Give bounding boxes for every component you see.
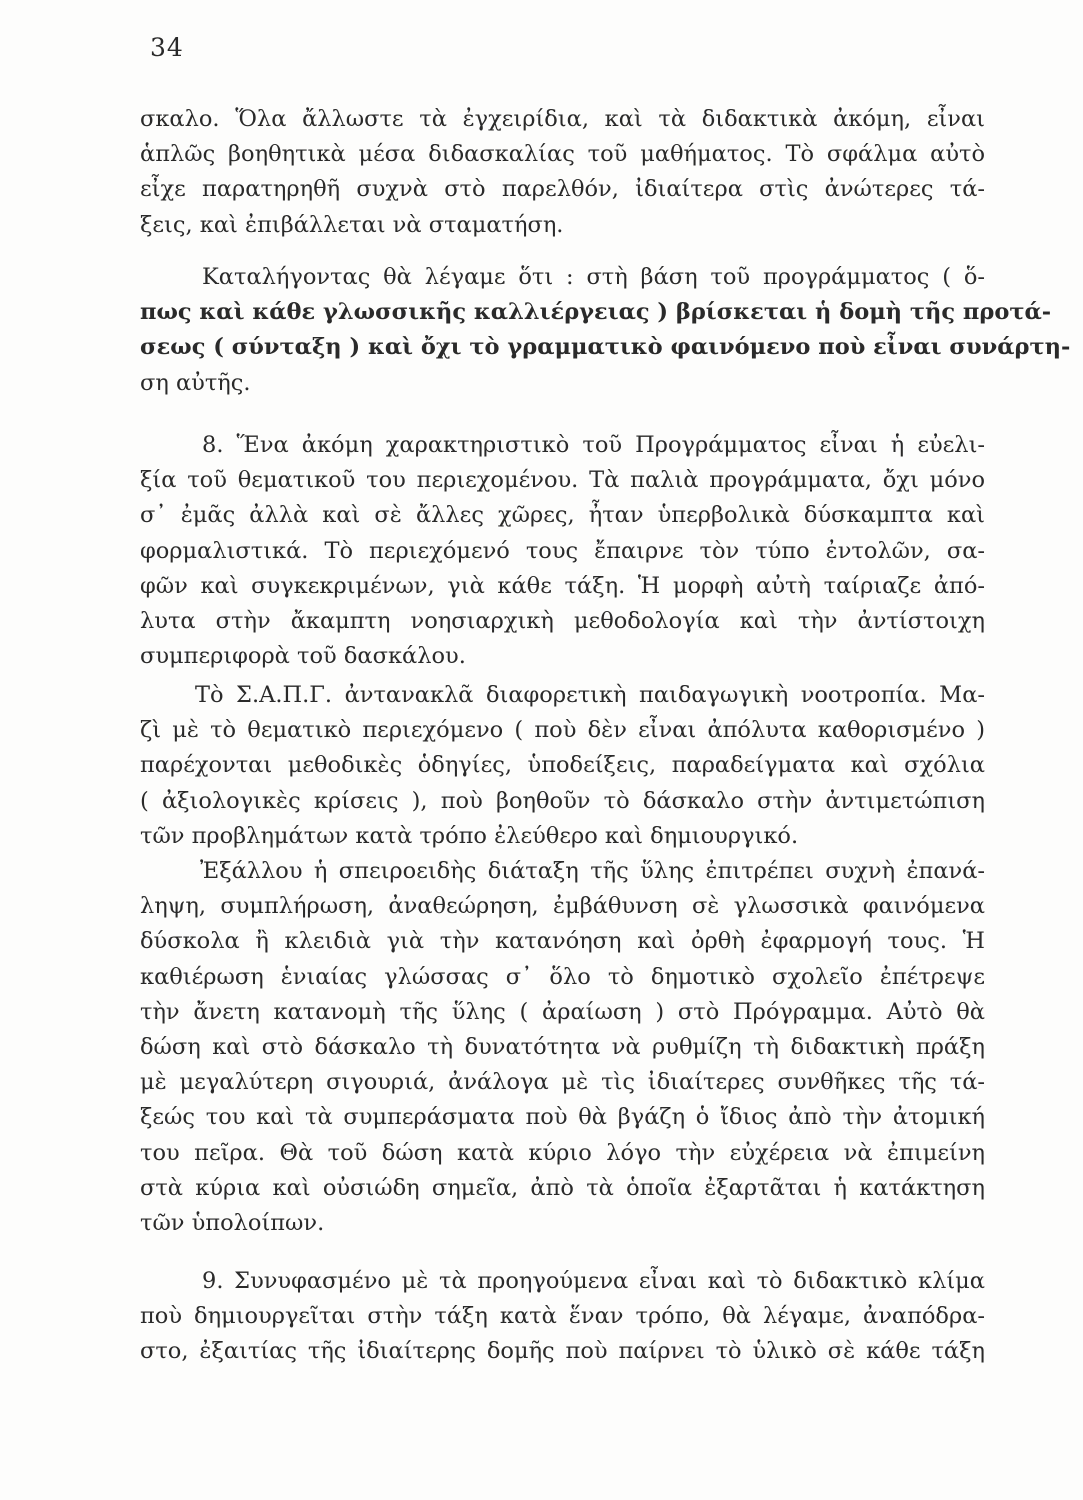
text-line-bold: σεως ( σύνταξη ) καὶ ὄχι τὸ γραμματικὸ φαινόμενο ποὺ εἶναι συνάρτη- [140, 334, 1071, 361]
text-line: εἶχε παρατηρηθῆ συχνὰ στὸ παρελθόν, ἰδιαίτερα στὶς ἀνώτερες τά- [140, 176, 985, 203]
text-line: ἁπλῶς βοηθητικὰ μέσα διδασκαλίας τοῦ μαθήματος. Τὸ σφάλμα αὐτὸ [140, 141, 985, 168]
page-number: 34 [150, 33, 184, 62]
text-line: ζὶ μὲ τὸ θεματικὸ περιεχόμενο ( ποὺ δὲν εἶναι ἀπόλυτα καθορισμένο ) [140, 717, 985, 744]
text-line: ποὺ δημιουργεῖται στὴν τάξη κατὰ ἕναν τρόπο, θὰ λέγαμε, ἀναπόδρα- [140, 1303, 985, 1330]
paragraph-2 [140, 260, 1071, 401]
text-line: ( ἀξιολογικὲς κρίσεις ), ποὺ βοηθοῦν τὸ δάσκαλο στὴν ἀντιμετώπιση [140, 787, 985, 814]
text-line: δώση καὶ στὸ δάσκαλο τὴ δυνατότητα νὰ ρυθμίζη τὴ διδακτικὴ πράξη [140, 1034, 985, 1061]
text-line: σ᾽ ἐμᾶς ἀλλὰ καὶ σὲ ἄλλες χῶρες, ἦταν ὑπερβολικὰ δύσκαμπτα καὶ [140, 502, 985, 529]
text-line: παρέχονται μεθοδικὲς ὁδηγίες, ὑποδείξεις, παραδείγματα καὶ σχόλια [140, 752, 985, 779]
text-line: φορμαλιστικά. Τὸ περιεχόμενό τους ἔπαιρνε τὸν τύπο ἐντολῶν, σα- [140, 537, 985, 564]
paragraph-4 [140, 678, 985, 854]
text-line: ση αὐτῆς. [140, 369, 251, 396]
text-line: στὰ κύρια καὶ οὐσιώδη σημεῖα, ἀπὸ τὰ ὁποῖα ἐξαρτᾶται ἡ κατάκτηση [140, 1174, 985, 1201]
paragraph-3 [140, 428, 985, 674]
text-line: ξεώς του καὶ τὰ συμπεράσματα ποὺ θὰ βγάζη ὁ ἴδιος ἀπὸ τὴν ἀτομική [140, 1104, 985, 1131]
text-line: Καταλήγοντας θὰ λέγαμε ὅτι : στὴ βάση τοῦ προγράμματος ( ὅ- [202, 264, 985, 290]
text-line: δύσκολα ἢ κλειδιὰ γιὰ τὴν κατανόηση καὶ ὀρθὴ ἐφαρμογή τους. Ἡ [140, 928, 985, 955]
text-line: Τὸ Σ.Α.Π.Γ. ἀντανακλᾶ διαφορετικὴ παιδαγωγικὴ νοοτροπία. Μα- [195, 682, 985, 708]
paragraph-6 [140, 1264, 985, 1370]
text-line: Ἐξάλλου ἡ σπειροειδὴς διάταξη τῆς ὕλης ἐπιτρέπει συχνὴ ἐπανά- [200, 858, 985, 884]
text-line: τῶν προβλημάτων κατὰ τρόπο ἐλεύθερο καὶ δημιουργικό. [140, 822, 799, 849]
text-line: του πεῖρα. Θὰ τοῦ δώση κατὰ κύριο λόγο τὴν εὐχέρεια νὰ ἐπιμείνη [140, 1139, 985, 1166]
text-line: μὲ μεγαλύτερη σιγουριά, ἀνάλογα μὲ τὶς ἰδιαίτερες συνθῆκες τῆς τά- [140, 1069, 985, 1096]
text-line: 9. Συνυφασμένο μὲ τὰ προηγούμενα εἶναι καὶ τὸ διδακτικὸ κλίμα [202, 1268, 985, 1294]
text-line: συμπεριφορὰ τοῦ δασκάλου. [140, 643, 466, 670]
text-line: ξία τοῦ θεματικοῦ του περιεχομένου. Τὰ παλιὰ προγράμματα, ὄχι μόνο [140, 467, 985, 494]
text-line: καθιέρωση ἑνιαίας γλώσσας σ᾽ ὅλο τὸ δημοτικὸ σχολεῖο ἐπέτρεψε [140, 963, 985, 990]
text-line: φῶν καὶ συγκεκριμένων, γιὰ κάθε τάξη. Ἡ μορφὴ αὐτὴ ταίριαζε ἀπό- [140, 572, 985, 599]
text-line: ληψη, συμπλήρωση, ἀναθεώρηση, ἐμβάθυνση σὲ γλωσσικὰ φαινόμενα [140, 893, 985, 920]
text-line: 8. Ἕνα ἀκόμη χαρακτηριστικὸ τοῦ Προγράμματος εἶναι ἡ εὐελι- [202, 432, 985, 458]
text-line: λυτα στὴν ἄκαμπτη νοησιαρχικὴ μεθοδολογία καὶ τὴν ἀντίστοιχη [140, 608, 985, 635]
text-line: σκαλο. Ὅλα ἄλλωστε τὰ ἐγχειρίδια, καὶ τὰ διδακτικὰ ἀκόμη, εἶναι [140, 106, 985, 132]
text-line: τῶν ὑπολοίπων. [140, 1210, 325, 1237]
text-line-bold: πως καὶ κάθε γλωσσικῆς καλλιέργειας ) βρίσκεται ἡ δομὴ τῆς προτά- [140, 299, 1052, 326]
text-line: τὴν ἄνετη κατανομὴ τῆς ὕλης ( ἀραίωση ) στὸ Πρόγραμμα. Αὐτὸ θὰ [140, 998, 985, 1025]
paragraph-5 [140, 854, 985, 1241]
paragraph-1 [140, 102, 985, 243]
text-line: στο, ἐξαιτίας τῆς ἰδιαίτερης δομῆς ποὺ παίρνει τὸ ὑλικὸ σὲ κάθε τάξη [140, 1338, 985, 1365]
text-line: ξεις, καὶ ἐπιβάλλεται νὰ σταματήση. [140, 211, 564, 238]
